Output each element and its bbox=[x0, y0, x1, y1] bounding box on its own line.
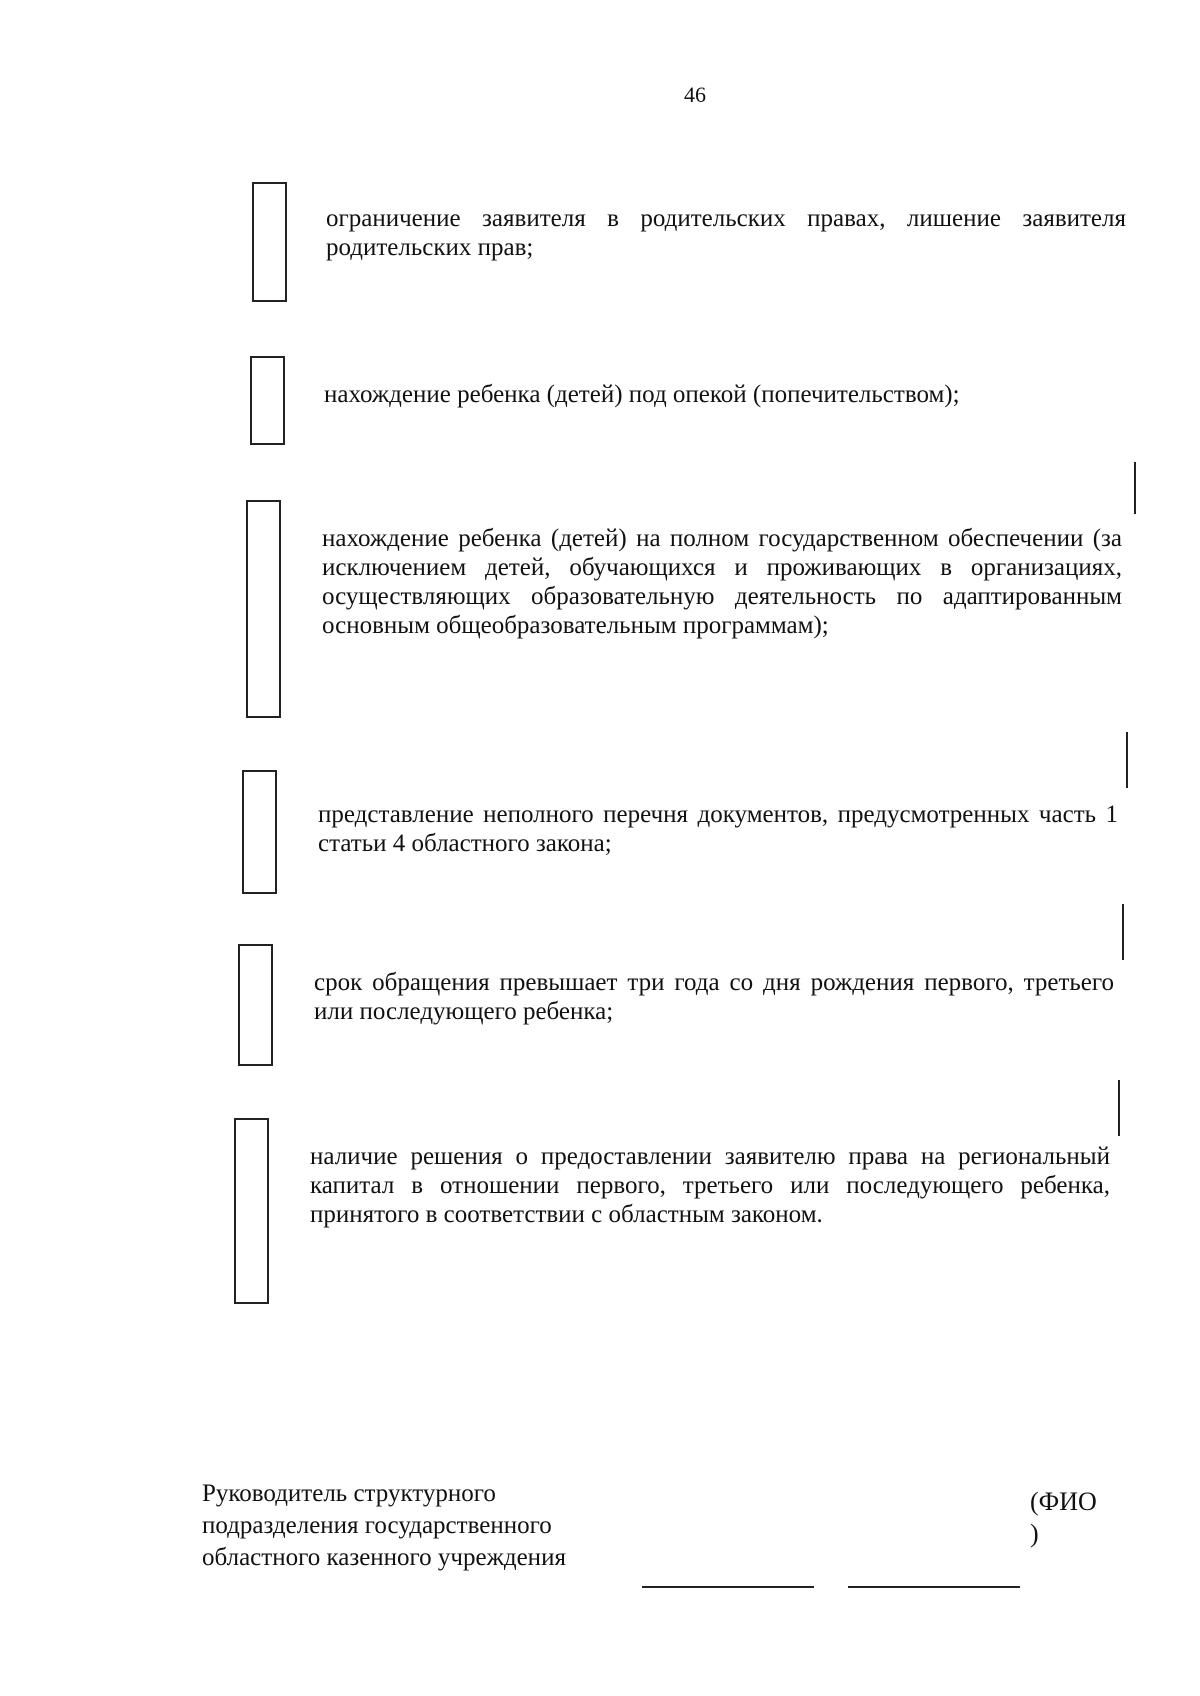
margin-mark bbox=[1122, 904, 1124, 960]
signature-line-2: подразделения государственного bbox=[202, 1512, 552, 1539]
item-state-care-text: нахождение ребенка (детей) на полном государственном обеспечении (за исключением детей, обучающихся и проживающих в организациях, осуществляющих образовательную деятельность по адаптированным основным общеобразовательным программам); bbox=[322, 525, 1122, 639]
item-incomplete-documents-text: представление неполного перечня документов, предусмотренных часть 1 статьи 4 областного закона; bbox=[318, 801, 1118, 857]
checkbox-deadline-exceeded[interactable] bbox=[238, 944, 273, 1066]
checkbox-incomplete-documents[interactable] bbox=[242, 770, 277, 894]
margin-mark bbox=[1126, 732, 1128, 788]
fio-close: ) bbox=[1030, 1519, 1039, 1548]
margin-mark bbox=[1134, 462, 1136, 514]
signature-line-1: Руководитель структурного bbox=[202, 1480, 496, 1507]
fio-underline[interactable] bbox=[848, 1586, 1020, 1588]
fio-open: (ФИО bbox=[1030, 1487, 1097, 1516]
checkbox-parental-rights[interactable] bbox=[252, 182, 287, 302]
item-guardianship-text: нахождение ребенка (детей) под опекой (попечительством); bbox=[324, 381, 960, 408]
signature-line-3: областного казенного учреждения bbox=[202, 1544, 566, 1571]
fio-label bbox=[1030, 1486, 1097, 1550]
checkbox-state-care[interactable] bbox=[246, 500, 281, 718]
signature-underline[interactable] bbox=[642, 1586, 814, 1588]
signature-block bbox=[202, 1478, 566, 1574]
page-number: 46 bbox=[684, 82, 706, 107]
margin-mark bbox=[1118, 1080, 1120, 1136]
item-existing-decision-text: наличие решения о предоставлении заявителю права на региональный капитал в отношении первого, третьего или последующего ребенка, принятого в соответствии с областным законом. bbox=[310, 1143, 1110, 1228]
item-deadline-exceeded-text: срок обращения превышает три года со дня рождения первого, третьего или последующего ребенка; bbox=[314, 969, 1114, 1025]
item-parental-rights-text: ограничение заявителя в родительских правах, лишение заявителя родительских прав; bbox=[326, 205, 1126, 261]
checkbox-guardianship[interactable] bbox=[250, 356, 285, 445]
checkbox-existing-decision[interactable] bbox=[234, 1118, 269, 1304]
